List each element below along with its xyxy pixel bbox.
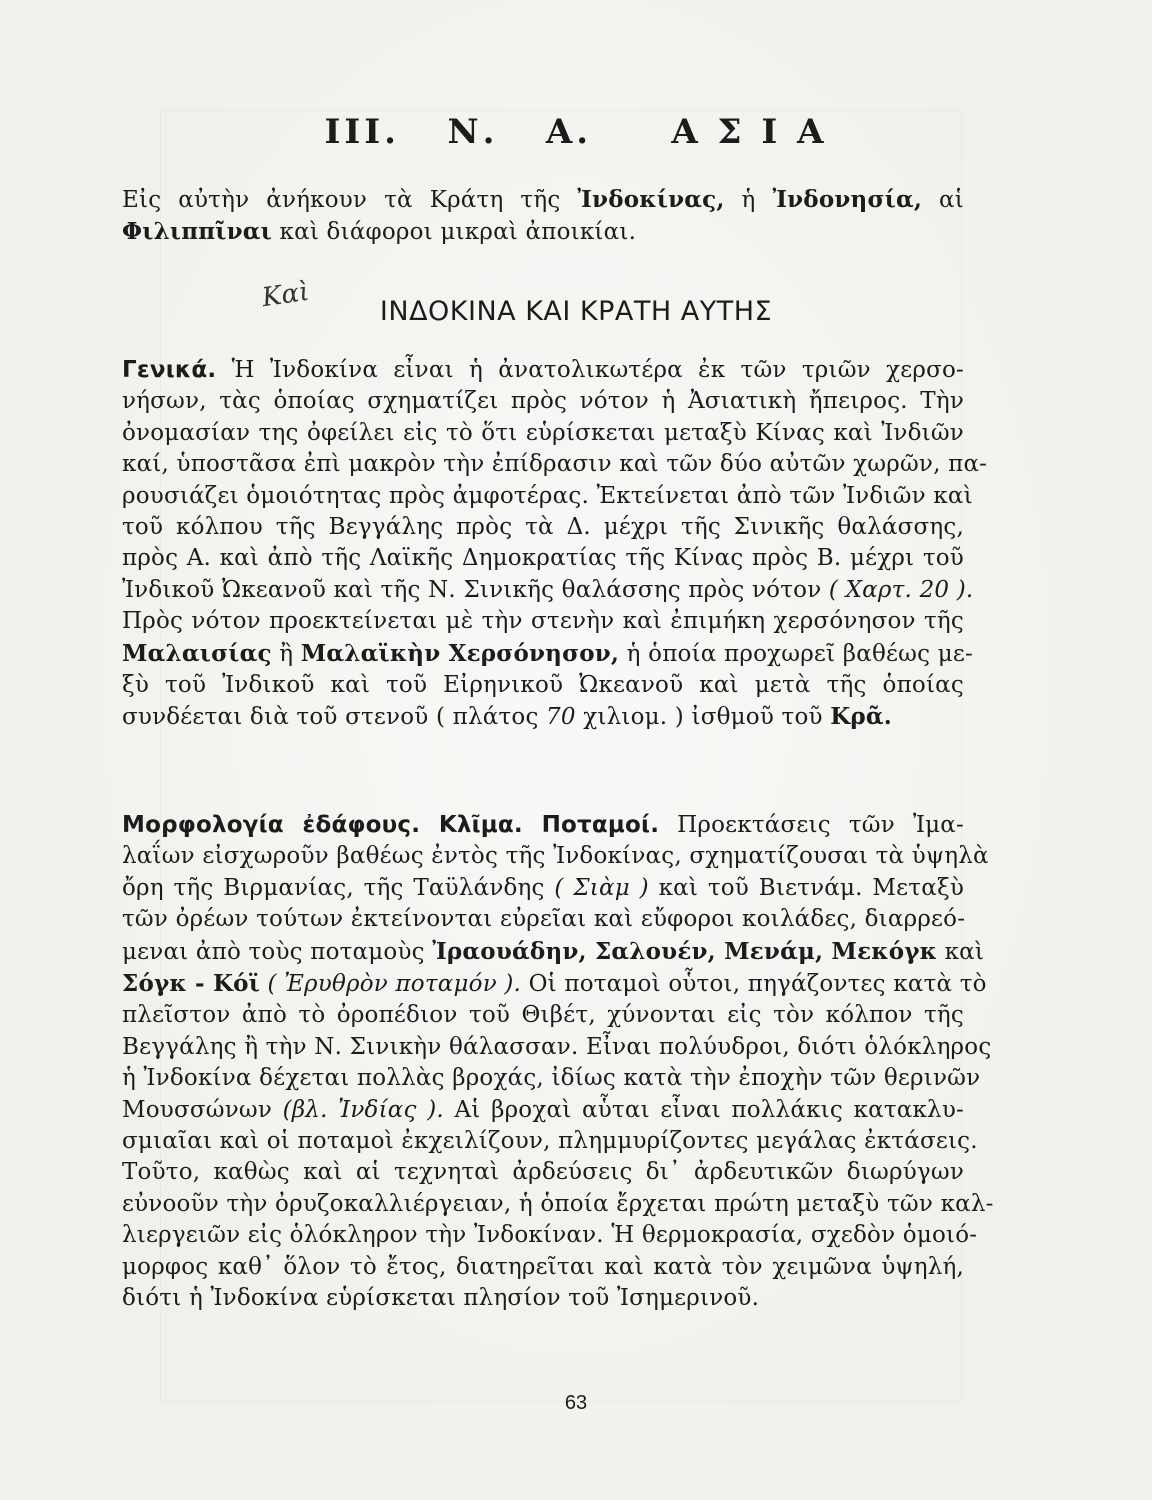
intro-text: Εἰς αὐτὴν ἀνήκουν τὰ Κράτη τῆς xyxy=(122,187,578,213)
para2-line: διότι ἡ Ἰνδοκίνα εὑρίσκεται πλησίον τοῦ Ἰσημερινοῦ. xyxy=(122,1285,760,1312)
para1-line xyxy=(122,638,973,670)
para2-line: Τοῦτο, καθὼς καὶ αἱ τεχνηταὶ ἀρδεύσεις δι᾽ ἀρδευτικῶν διωρύγων xyxy=(122,1159,964,1186)
para1-line: Πρὸς νότον προεκτείνεται μὲ τὴν στενὴν καὶ ἐπιμήκη χερσόνησον τῆς xyxy=(122,608,964,635)
para1-line: πρὸς Α. καὶ ἀπὸ τῆς Λαϊκῆς Δημοκρατίας τῆς Κίνας πρὸς Β. μέχρι τοῦ xyxy=(122,545,964,572)
section-heading: ΙΝΔΟΚΙΝΑ ΚΑΙ ΚΡΑΤΗ ΑΥΤΗΣ xyxy=(379,296,773,327)
para2-text: καὶ τοῦ Βιετνάμ. Μεταξὺ xyxy=(648,874,964,901)
para2-text: μεναι ἀπὸ τοὺς ποταμοὺς xyxy=(122,938,433,965)
para1-line: ρουσιάζει ὁμοιότητας πρὸς ἀμφοτέρας. Ἐκτείνεται ἀπὸ τῶν Ἰνδιῶν καὶ xyxy=(122,482,973,509)
para1-text: ἡ ὁποία προχωρεῖ βαθέως με- xyxy=(619,640,973,667)
para2-line xyxy=(122,968,987,1000)
para2-line: πλεῖστον ἀπὸ τὸ ὀροπέδιον τοῦ Θιβέτ, χύνονται εἰς τὸν κόλπον τῆς xyxy=(122,1002,964,1029)
para2-line xyxy=(122,873,964,904)
map-reference: ( Χαρτ. 20 ). xyxy=(828,576,974,603)
paragraph-lead: Μορφολογία ἐδάφους. Κλῖμα. Ποταμοί. xyxy=(122,812,660,838)
para2-text: Μουσσώνων xyxy=(122,1096,283,1123)
para2-text: Οἱ ποταμοὶ οὗτοι, πηγάζοντες κατὰ τὸ xyxy=(521,971,987,998)
paragraph-general xyxy=(122,355,988,734)
page-number: 63 xyxy=(564,1392,588,1414)
paragraph-lead: Γενικά. xyxy=(122,357,217,383)
intro-text: αἱ xyxy=(922,187,964,213)
philippines-term: Φιλιππῖναι xyxy=(122,218,273,246)
para1-text: χιλιομ. ) ἰσθμοῦ τοῦ xyxy=(575,704,831,731)
para2-line xyxy=(122,810,964,841)
para1-text: ἢ xyxy=(271,640,301,667)
para2-line: ἡ Ἰνδοκίνα δέχεται πολλὰς βροχάς, ἰδίως κατὰ τὴν ἐποχὴν τῶν θερινῶν xyxy=(122,1065,981,1092)
rivers-term: Ἰραουάδην, Σαλουέν, Μενάμ, Μεκόγκ xyxy=(432,937,938,965)
intro-line-1 xyxy=(122,184,964,216)
malaysia-term: Μαλαισίας xyxy=(122,639,272,667)
para1-text: Ἰνδικοῦ Ὠκεανοῦ καὶ τῆς Ν. Σινικῆς θαλάσσης πρὸς νότον xyxy=(122,576,822,603)
para2-text: Αἱ βροχαὶ αὗται εἶναι πολλάκις κατακλυ- xyxy=(443,1096,964,1123)
intro-line-2 xyxy=(122,216,964,248)
indonesia-term: Ἰνδονησία, xyxy=(772,186,923,213)
para1-line: νήσων, τὰς ὁποίας σχηματίζει πρὸς νότον ἡ Ἀσιατικὴ ἤπειρος. Τὴν xyxy=(122,388,964,415)
intro-text: καὶ διάφοροι μικραὶ ἀποικίαι. xyxy=(272,219,637,246)
malay-peninsula-term: Μαλαϊκὴν Χερσόνησον, xyxy=(300,639,620,667)
kra-term: Κρᾶ. xyxy=(830,703,892,731)
para2-line xyxy=(122,1095,964,1126)
para1-line: ξὺ τοῦ Ἰνδικοῦ καὶ τοῦ Εἰρηνικοῦ Ὠκεανοῦ καὶ μετὰ τῆς ὁποίας xyxy=(122,672,964,699)
chapter-title: III. Ν. Α. Α Σ Ι Α xyxy=(324,112,828,152)
para2-line: λαΐων εἰσχωροῦν βαθέως ἐντὸς τῆς Ἰνδοκίνας, σχηματίζουσαι τὰ ὑψηλὰ xyxy=(122,843,989,870)
handwritten-annotation: Καὶ xyxy=(260,276,312,314)
para1-text: συνδέεται διὰ τοῦ στενοῦ ( xyxy=(122,704,446,731)
para2-line: Βεγγάλης ἢ τὴν Ν. Σινικὴν θάλασσαν. Εἶναι πολύυδροι, διότι ὁλόκληρος xyxy=(122,1033,992,1060)
intro-paragraph xyxy=(122,184,964,249)
para1-line xyxy=(122,355,964,386)
para1-line: ὀνομασίαν της ὀφείλει εἰς τὸ ὅτι εὑρίσκεται μεταξὺ Κίνας καὶ Ἰνδιῶν xyxy=(122,419,964,446)
para2-line: μορφος καθ᾽ ὅλον τὸ ἔτος, διατηρεῖται καὶ κατὰ τὸν χειμῶνα ὑψηλή, xyxy=(122,1253,964,1280)
india-reference: (βλ. Ἰνδίας ). xyxy=(282,1096,444,1123)
para2-text: ὄρη τῆς Βιρμανίας, τῆς Ταϋλάνδης xyxy=(122,874,545,901)
indochina-term: Ἰνδοκίνας, xyxy=(577,186,725,213)
red-river-reference: ( Ἐρυθρὸν ποταμόν ). xyxy=(260,971,522,998)
para1-line xyxy=(122,575,974,606)
siam-reference: ( Σιὰμ ) xyxy=(554,874,649,901)
para1-line: τοῦ κόλπου τῆς Βεγγάλης πρὸς τὰ Δ. μέχρι τῆς Σινικῆς θαλάσσης, xyxy=(122,514,964,541)
songkoi-term: Σόγκ - Κόϊ xyxy=(122,970,261,998)
intro-text: ἡ xyxy=(724,187,773,213)
paragraph-morphology xyxy=(122,810,994,1315)
para2-line: τῶν ὀρέων τούτων ἐκτείνονται εὐρεῖαι καὶ εὔφοροι κοιλάδες, διαρρεό- xyxy=(122,906,966,933)
para2-line: εὐνοοῦν τὴν ὀρυζοκαλλιέργειαν, ἡ ὁποία ἔρχεται πρώτη μεταξὺ τῶν καλ- xyxy=(122,1190,994,1217)
para2-line: σμιαῖαι καὶ οἱ ποταμοὶ ἐκχειλίζουν, πλημμυρίζοντες μεγάλας ἐκτάσεις. xyxy=(122,1128,978,1155)
para2-line: λιεργειῶν εἰς ὁλόκληρον τὴν Ἰνδοκίναν. Ἡ θερμοκρασία, σχεδὸν ὁμοιό- xyxy=(122,1222,978,1249)
isthmus-width-value: 70 xyxy=(546,704,576,731)
para2-line xyxy=(122,936,985,968)
para2-text: Προεκτάσεις τῶν Ἰμα- xyxy=(659,812,964,838)
para2-text: καὶ xyxy=(937,938,985,965)
para1-text: Ἡ Ἰνδοκίνα εἶναι ἡ ἀνατολικωτέρα ἐκ τῶν τριῶν χερσο- xyxy=(216,357,964,383)
para1-text: πλάτος xyxy=(452,704,547,731)
para1-line: καί, ὑποστᾶσα ἐπὶ μακρὸν τὴν ἐπίδρασιν καὶ τῶν δύο αὐτῶν χωρῶν, πα- xyxy=(122,451,988,478)
para1-line xyxy=(122,701,964,733)
